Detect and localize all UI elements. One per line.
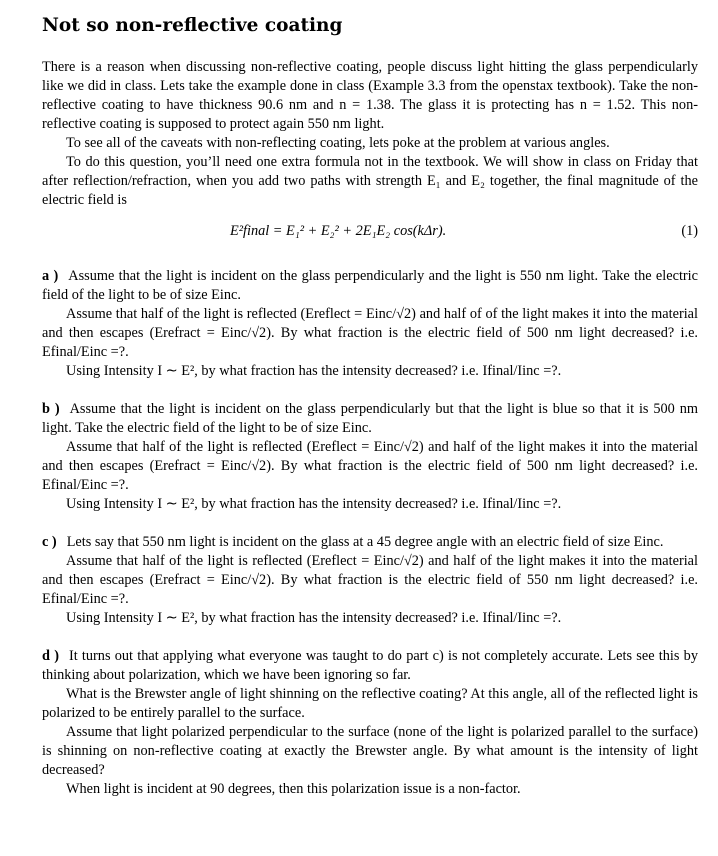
part-paragraph: Assume that light polarized perpendicular to the surface (none of the light is polarized parallel to the surface) is shinning on non-reflective coating at exactly the Brewster angle. By what amount is the intensity of light decreased? [42,724,698,778]
part-paragraph: Assume that half of the light is reflected (Ereflect = Einc/√2) and half of of the light makes it into the material and then escapes (Erefract = Einc/√2). By what fraction is the electric field of 500 nm light decreased? i.e. Efinal/Einc =?. [42,306,698,360]
part-label: b ) [42,401,60,417]
part-label: d ) [42,648,59,664]
equation-body: E²final = E₁² + E₂² + 2E₁E₂ cos(kΔr). [230,223,447,239]
part-paragraph: Using Intensity I ∼ E², by what fraction has the intensity decreased? i.e. Ifinal/Iinc =?. [66,496,562,512]
part-paragraph: Lets say that 550 nm light is incident on the glass at a 45 degree angle with an electric field of size Einc. [66,534,664,550]
part-d [42,647,698,799]
part-paragraph: Assume that the light is incident on the glass perpendicularly and the light is 550 nm light. Take the electric field of the light to be of size Einc. [42,268,698,303]
part-paragraph: Assume that half of the light is reflected (Ereflect = Einc/√2) and half of the light makes it into the material and then escapes (Erefract = Einc/√2). By what fraction is the electric field of 500 nm light decreased? i.e. Efinal/Einc =?. [42,439,698,493]
part-paragraph: It turns out that applying what everyone was taught to do part c) is not completely accurate. Lets see this by thinking about polarization, which we have been ignoring so far. [42,648,698,683]
part-c [42,533,698,628]
part-paragraph: Using Intensity I ∼ E², by what fraction has the intensity decreased? i.e. Ifinal/Iinc =?. [66,610,562,626]
intro-paragraph: To see all of the caveats with non-reflecting coating, lets poke at the problem at various angles. [66,135,610,151]
intro-paragraph: To do this question, you’ll need one extra formula not in the textbook. We will show in class on Friday that after reflection/refraction, when you add two paths with strength E₁ and E₂ together, the final magnitude of the electric field is [42,154,698,208]
part-label: a ) [42,268,59,284]
part-paragraph: Using Intensity I ∼ E², by what fraction has the intensity decreased? i.e. Ifinal/Iinc =?. [66,363,562,379]
part-paragraph: Assume that the light is incident on the glass perpendicularly but that the light is blue so that it is 500 nm light. Take the electric field of the light to be of size Einc. [42,401,698,436]
part-a [42,267,698,381]
document-page [42,14,698,799]
part-b [42,400,698,514]
part-label: c ) [42,534,57,550]
equation-1 [42,214,698,248]
part-paragraph: When light is incident at 90 degrees, then this polarization issue is a non-factor. [66,781,521,797]
part-paragraph: Assume that half of the light is reflected (Ereflect = Einc/√2) and half of the light makes it into the material and then escapes (Erefract = Einc/√2). By what fraction is the electric field of 550 nm light decreased? i.e. Efinal/Einc =?. [42,553,698,607]
intro-paragraph: There is a reason when discussing non-reflective coating, people discuss light hitting the glass perpendicularly like we did in class. Lets take the example done in class (Example 3.3 from the openstax textbook). Take the non-reflective coating to have thickness 90.6 nm and n = 1.38. The glass it is protecting has n = 1.52. This non-reflective coating is supposed to protect again 550 nm light. [42,59,698,132]
page-title: Not so non-reflective coating [42,15,343,36]
part-paragraph: What is the Brewster angle of light shinning on the reflective coating? At this angle, all of the reflected light is polarized to be entirely parallel to the surface. [42,686,698,721]
equation-number: (1) [681,223,698,239]
